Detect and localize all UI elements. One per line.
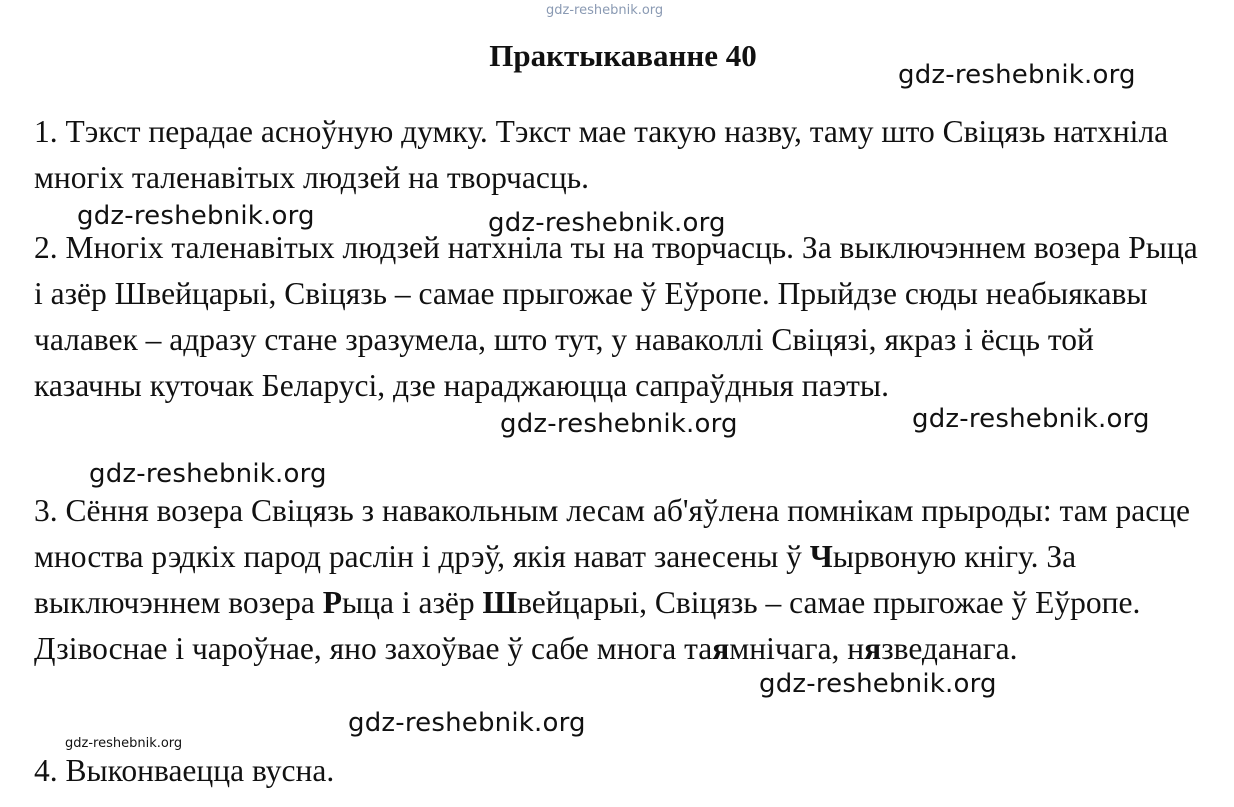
watermark: gdz-reshebnik.org xyxy=(89,459,327,489)
paragraph-3-bold-letter: Ш xyxy=(482,585,518,620)
paragraph-2: 2. Многіх таленавітых людзей натхніла ты на творчасць. За выключэннем возера Рыца і азёр Швейцарыі, Свіцязь – самае прыгожае ў Еўропе. Прыйдзе сюды неабыякавы чалавек – адразу стане зразумела, што тут, у наваколлі Свіцязі, якраз і ёсць той казачны куточак Беларусі, дзе нараджаюцца сапраўдныя паэты. xyxy=(34,230,1198,403)
paragraph-3-bold-letter: я xyxy=(864,631,882,666)
paragraph-1: 1. Тэкст перадае асноўную думку. Тэкст мае такую назву, таму што Свіцязь натхніла многіх таленавітых людзей на творчасць. xyxy=(34,114,1169,195)
paragraph-3-text: 3. Сёння возера Свіцязь з навакольным лесам аб'яўлена помнікам прыроды: там расце мноства рэдкіх парод раслін і дрэў, якія нават занесены ў xyxy=(34,493,1191,574)
paragraph-3-text: мнічага, н xyxy=(729,631,865,666)
watermark: gdz-reshebnik.org xyxy=(759,669,997,699)
paragraph-3-text: ыца і азёр xyxy=(341,585,483,620)
watermark: gdz-reshebnik.org xyxy=(488,208,726,238)
paragraph-3-bold-letter: я xyxy=(712,631,730,666)
paragraph-3-bold-letter: Р xyxy=(322,585,342,620)
page-title: Практыкаванне 40 xyxy=(489,38,757,73)
paragraph-4: 4. Выконваецца вусна. xyxy=(34,753,335,788)
watermark: gdz-reshebnik.org xyxy=(898,60,1136,90)
paragraph-3-text: вейцарыі, Свіцязь – самае прыгожае ў Еўропе. Дзівоснае і чароўнае, яно захоўвае ў сабе многа та xyxy=(34,585,1141,666)
paragraph-3-text: ырвоную кнігу. За выключэннем возера xyxy=(34,539,1077,620)
paragraph-3 xyxy=(34,488,1209,672)
watermark: gdz-reshebnik.org xyxy=(912,404,1150,434)
paragraph-3-text: зведанага. xyxy=(881,631,1018,666)
watermark: gdz-reshebnik.org xyxy=(77,201,315,231)
watermark-small: gdz-reshebnik.org xyxy=(65,736,183,751)
watermark-top: gdz-reshebnik.org xyxy=(546,3,664,18)
paragraph-3-bold-letter: Ч xyxy=(809,539,833,574)
watermark: gdz-reshebnik.org xyxy=(348,708,586,738)
watermark: gdz-reshebnik.org xyxy=(500,409,738,439)
